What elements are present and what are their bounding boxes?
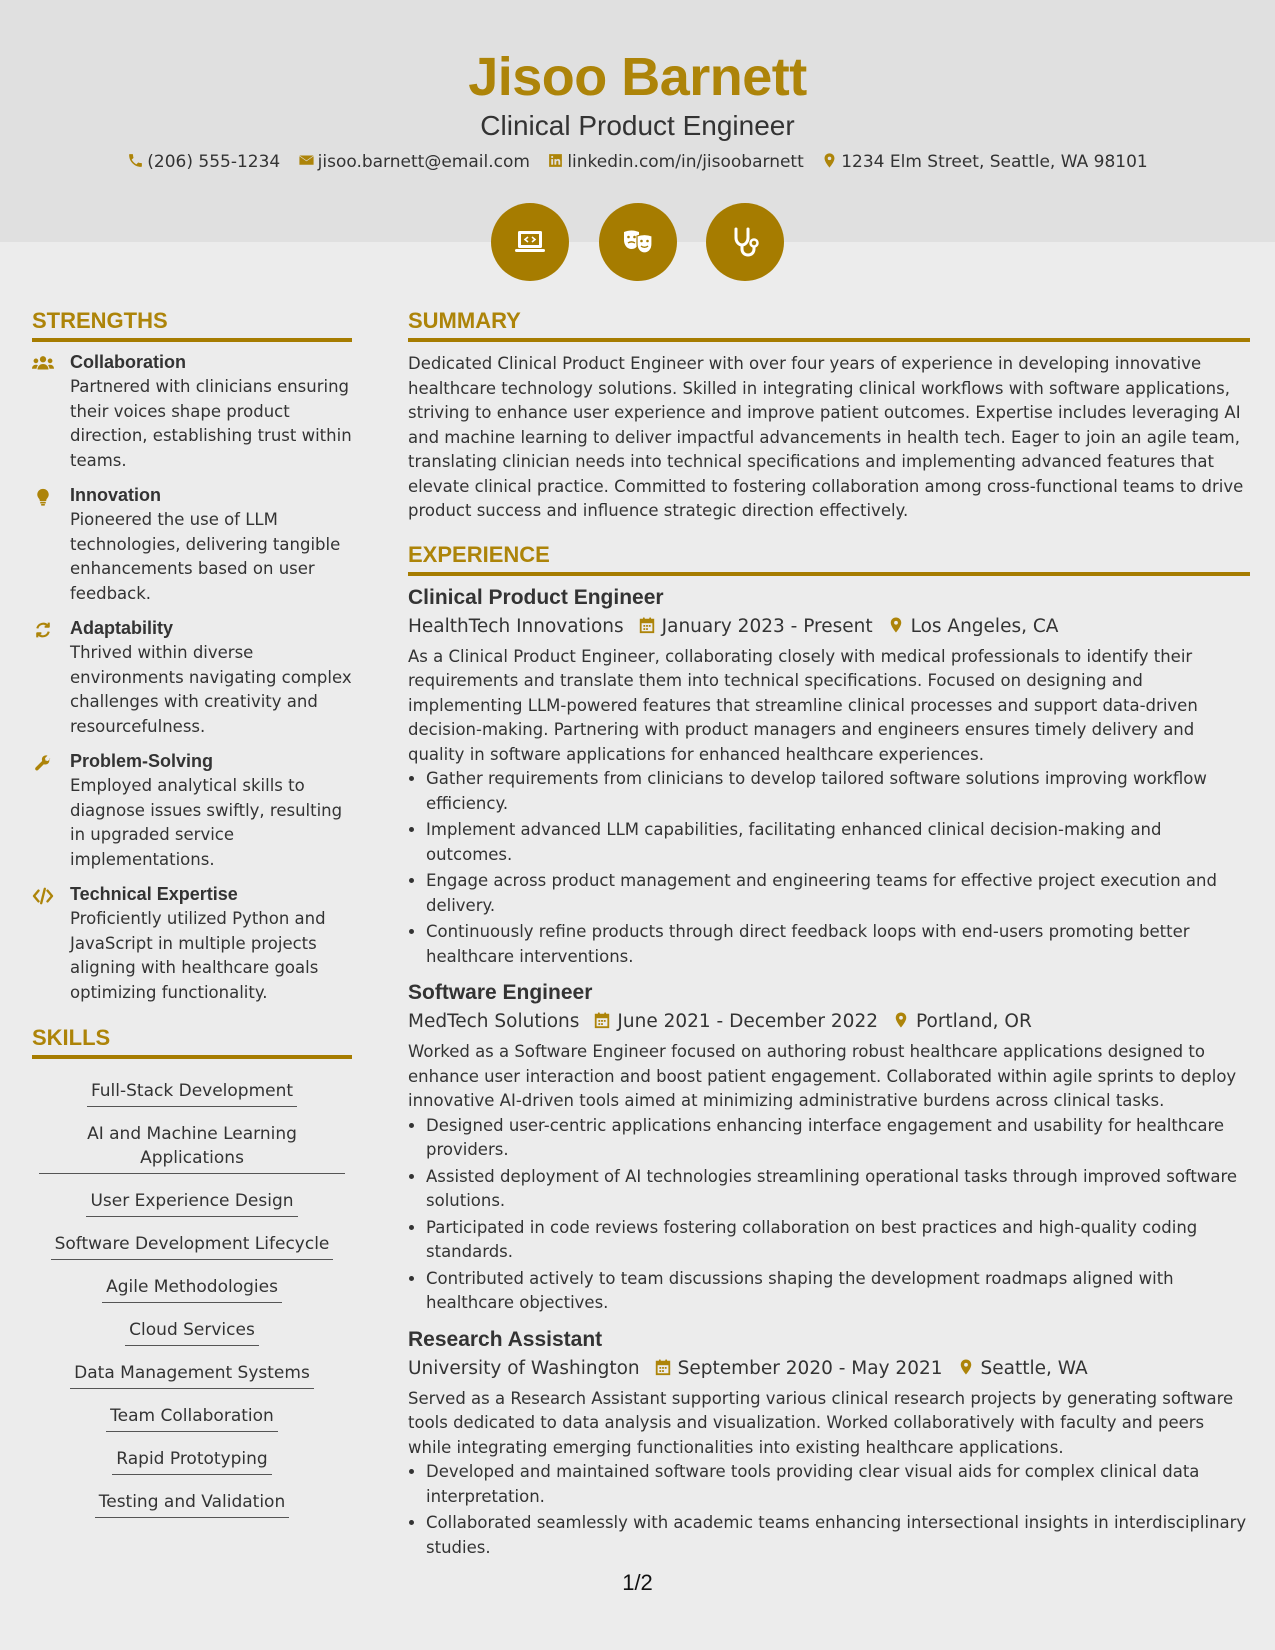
strengths-heading: STRENGTHS — [32, 308, 352, 342]
linkedin-text[interactable]: linkedin.com/in/jisoobarnett — [567, 152, 804, 172]
job-entry — [408, 586, 1250, 970]
right-column — [408, 308, 1250, 1572]
strength-desc: Pioneered the use of LLM technologies, delivering tangible enhancements based on user feedback. — [70, 510, 341, 603]
left-column — [32, 308, 352, 1523]
header — [0, 0, 1275, 242]
job-bullet: • Continuously refine products through direct feedback loops with end-users promoting better healthcare interventions. — [426, 920, 1250, 969]
theater-masks-icon — [620, 224, 656, 260]
job-meta — [408, 1358, 1250, 1379]
job-entry-title: Clinical Product Engineer — [408, 585, 664, 609]
address-text: 1234 Elm Street, Seattle, WA 98101 — [841, 152, 1148, 172]
contact-linkedin — [547, 152, 803, 172]
job-entry — [408, 1328, 1250, 1561]
job-bullet: • Designed user-centric applications enhancing interface engagement and usability for healthcare providers. — [426, 1114, 1250, 1163]
strength-name: Problem-Solving — [70, 751, 214, 771]
skills-heading: SKILLS — [32, 1025, 352, 1059]
sync-icon — [32, 621, 54, 639]
job-location: Seattle, WA — [980, 1357, 1088, 1379]
map-marker-icon — [821, 152, 838, 169]
phone-text[interactable]: (206) 555-1234 — [147, 152, 281, 172]
job-title: Clinical Product Engineer — [480, 110, 795, 141]
job-company: HealthTech Innovations — [408, 615, 624, 637]
strength-desc: Thrived within diverse environments navigating complex challenges with creativity and resourcefulness. — [70, 643, 352, 736]
strength-name: Adaptability — [70, 618, 174, 638]
contact-email — [298, 152, 530, 172]
summary-heading: SUMMARY — [408, 308, 1250, 342]
job-bullet: • Implement advanced LLM capabilities, facilitating enhanced clinical decision-making and outcomes. — [426, 818, 1250, 867]
strength-desc: Partnered with clinicians ensuring their voices shape product direction, establishing trust within teams. — [70, 377, 352, 470]
job-bullet: • Assisted deployment of AI technologies streamlining operational tasks through improved software solutions. — [426, 1165, 1250, 1214]
skills-section — [32, 1025, 352, 1523]
phone-icon — [127, 152, 144, 169]
job-desc: As a Clinical Product Engineer, collaborating closely with medical professionals to identify their requirements and translate them into technical specifications. Focused on designing and implementing LLM-powered features that streamline clinical processes and support data-driven decision-making. Partnering with product managers and engineers ensures timely delivery and quality in software applications for enhanced healthcare experiences. — [408, 646, 1198, 764]
strength-name: Technical Expertise — [70, 884, 238, 904]
skill-item: Agile Methodologies — [102, 1275, 282, 1303]
job-dates: January 2023 - Present — [661, 615, 873, 637]
job-bullets — [426, 767, 1250, 969]
map-marker-icon — [892, 1011, 910, 1029]
contact-phone — [127, 152, 280, 172]
skill-item: Cloud Services — [125, 1318, 259, 1346]
job-entry — [408, 981, 1250, 1316]
calendar-icon — [654, 1358, 672, 1376]
skills-list — [32, 1069, 352, 1523]
job-bullet: • Developed and maintained software tools providing clear visual aids for complex clinical data interpretation. — [426, 1460, 1250, 1509]
experience-heading: EXPERIENCE — [408, 542, 1250, 576]
job-entry-title: Research Assistant — [408, 1327, 603, 1351]
job-bullet: • Collaborated seamlessly with academic teams enhancing intersectional insights in interdisciplinary studies. — [426, 1511, 1250, 1560]
job-location: Portland, OR — [916, 1011, 1032, 1032]
job-bullet: • Gather requirements from clinicians to develop tailored software solutions improving workflow efficiency. — [426, 767, 1250, 816]
job-location: Los Angeles, CA — [910, 615, 1059, 637]
strength-item — [32, 751, 352, 872]
skill-item: Rapid Prototyping — [112, 1447, 271, 1475]
page-number: 1/2 — [622, 1570, 653, 1595]
job-dates: June 2021 - December 2022 — [617, 1011, 878, 1032]
job-company: MedTech Solutions — [408, 1011, 580, 1032]
calendar-icon — [593, 1011, 611, 1029]
users-icon — [32, 355, 54, 373]
laptop-code-icon — [512, 224, 548, 260]
skill-item: Software Development Lifecycle — [51, 1232, 334, 1260]
skill-item: AI and Machine Learning Applications — [39, 1122, 345, 1174]
stethoscope-badge — [706, 203, 784, 281]
summary-section — [408, 308, 1250, 524]
map-marker-icon — [887, 616, 905, 634]
job-meta — [408, 1011, 1250, 1032]
strength-name: Collaboration — [70, 352, 186, 372]
summary-text: Dedicated Clinical Product Engineer with over four years of experience in developing innovative healthcare technology solutions. Skilled in integrating clinical workflows with software applications, striving to enhance user experience and improve patient outcomes. Expertise includes leveraging AI and machine learning to deliver impactful advancements in health tech. Eager to join an agile team, translating clinician needs into technical specifications and implementing advanced features that elevate clinical practice. Committed to fostering collaboration among cross-functional teams to drive product success and influence strategic direction effectively. — [408, 354, 1244, 520]
skill-item: Team Collaboration — [106, 1404, 278, 1432]
skill-item: Data Management Systems — [70, 1361, 314, 1389]
header-icon-row — [0, 203, 1275, 285]
theater-masks-badge — [599, 203, 677, 281]
strength-item — [32, 352, 352, 473]
skill-item: Testing and Validation — [95, 1490, 290, 1518]
wrench-icon — [32, 754, 54, 772]
job-bullets — [426, 1114, 1250, 1316]
skill-item: User Experience Design — [86, 1189, 297, 1217]
strength-item — [32, 618, 352, 739]
strength-desc: Employed analytical skills to diagnose issues swiftly, resulting in upgraded service implementations. — [70, 776, 343, 869]
strength-name: Innovation — [70, 485, 161, 505]
email-text[interactable]: jisoo.barnett@email.com — [317, 152, 530, 172]
job-desc: Worked as a Software Engineer focused on authoring robust healthcare applications designed to enhance user interaction and boost patient engagement. Collaborated within agile sprints to deploy innovative AI-driven tools aimed at minimizing administrative burdens across clinical tasks. — [408, 1042, 1237, 1110]
envelope-icon — [298, 152, 315, 169]
candidate-name: Jisoo Barnett — [468, 47, 807, 107]
job-meta — [408, 616, 1250, 637]
skill-item: Full-Stack Development — [87, 1079, 297, 1107]
strength-desc: Proficiently utilized Python and JavaScript in multiple projects aligning with healthcare goals optimizing functionality. — [70, 909, 326, 1002]
job-bullet: • Engage across product management and engineering teams for effective project execution and delivery. — [426, 869, 1250, 918]
code-icon — [32, 887, 54, 905]
job-dates: September 2020 - May 2021 — [677, 1357, 943, 1379]
experience-section — [408, 542, 1250, 1561]
laptop-code-badge — [491, 203, 569, 281]
map-marker-icon — [957, 1358, 975, 1376]
calendar-icon — [638, 616, 656, 634]
job-bullet: • Participated in code reviews fostering collaboration on best practices and high-quality coding standards. — [426, 1216, 1250, 1265]
stethoscope-icon — [727, 224, 763, 260]
job-bullet: • Contributed actively to team discussions shaping the development roadmaps aligned with healthcare objectives. — [426, 1267, 1250, 1316]
contact-bar — [0, 152, 1275, 172]
linkedin-icon — [547, 152, 564, 169]
job-desc: Served as a Research Assistant supporting various clinical research projects by generating software tools dedicated to data analysis and visualization. Worked collaboratively with faculty and peers while integrating emerging functionalities into existing healthcare applications. — [408, 1388, 1234, 1457]
lightbulb-icon — [32, 488, 54, 506]
strength-item — [32, 485, 352, 606]
strength-item — [32, 884, 352, 1005]
job-entry-title: Software Engineer — [408, 981, 593, 1004]
job-bullets — [426, 1460, 1250, 1560]
contact-address — [821, 152, 1148, 172]
job-company: University of Washington — [408, 1357, 640, 1379]
